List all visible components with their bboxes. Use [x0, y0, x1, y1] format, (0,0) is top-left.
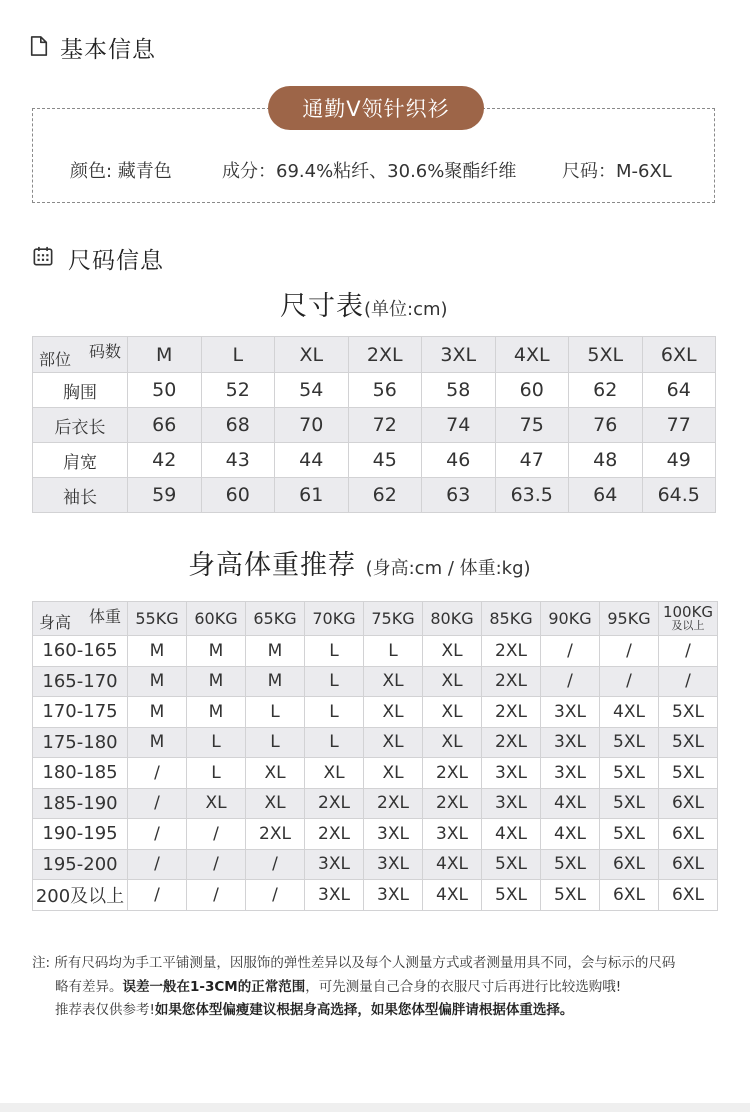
- size-info-title: 尺码信息: [68, 248, 164, 274]
- recommendation-cell: /: [541, 636, 600, 667]
- size-table-title: 尺寸表: [280, 291, 364, 322]
- color-text: 颜色: 藏青色: [70, 161, 172, 182]
- size-table-header-row: [33, 337, 716, 373]
- recommendation-cell: 4XL: [600, 697, 659, 728]
- height-row-label: 190-195: [33, 819, 128, 850]
- recommendation-cell: XL: [305, 758, 364, 789]
- size-column-header: 2XL: [348, 337, 422, 373]
- recommendation-cell: /: [187, 819, 246, 850]
- corner-label-size: 码数: [88, 342, 121, 361]
- recommendation-cell: L: [187, 758, 246, 789]
- recommendation-cell: 2XL: [305, 819, 364, 850]
- material-text: 成分：69.4%粘纤、30.6%聚酯纤维: [222, 161, 517, 182]
- size-cell: 59: [128, 478, 202, 513]
- size-cell: 60: [495, 373, 569, 408]
- size-row-label: 后衣长: [33, 408, 128, 443]
- recommendation-cell: 3XL: [305, 849, 364, 880]
- recommendation-cell: 2XL: [246, 819, 305, 850]
- recommendation-cell: 6XL: [600, 849, 659, 880]
- size-column-header: M: [128, 337, 202, 373]
- size-cell: 62: [569, 373, 643, 408]
- recommendation-cell: 5XL: [541, 849, 600, 880]
- size-column-header: 5XL: [569, 337, 643, 373]
- size-cell: 75: [495, 408, 569, 443]
- recommendation-cell: M: [128, 727, 187, 758]
- recommendation-cell: /: [187, 849, 246, 880]
- note-line-1: 注: 所有尺码均为手工平铺测量，因服饰的弹性差异以及每个人测量方式或者测量用具不同，会与标示的尺码: [32, 955, 676, 971]
- recommendation-cell: 4XL: [423, 849, 482, 880]
- recommendation-row: [33, 666, 718, 697]
- weight-column-header: 90KG: [541, 602, 600, 636]
- weight-column-header-last: [659, 602, 718, 636]
- recommendation-cell: 5XL: [482, 880, 541, 911]
- recommendation-cell: 2XL: [482, 666, 541, 697]
- size-cell: 74: [422, 408, 496, 443]
- recommendation-cell: /: [187, 880, 246, 911]
- size-cell: 64: [569, 478, 643, 513]
- recommendation-cell: /: [128, 880, 187, 911]
- size-cell: 70: [275, 408, 349, 443]
- recommendation-cell: /: [659, 636, 718, 667]
- size-cell: 50: [128, 373, 202, 408]
- recommendation-title: 身高体重推荐: [188, 550, 356, 581]
- recommendation-cell: M: [187, 636, 246, 667]
- size-cell: 62: [348, 478, 422, 513]
- recommendation-cell: XL: [423, 697, 482, 728]
- recommendation-cell: /: [541, 666, 600, 697]
- size-cell: 49: [642, 443, 716, 478]
- recommendation-cell: /: [246, 880, 305, 911]
- note-line-3-normal: 推荐表仅供参考!: [55, 1002, 155, 1018]
- recommendation-cell: M: [128, 636, 187, 667]
- recommendation-cell: L: [364, 636, 423, 667]
- size-cell: 72: [348, 408, 422, 443]
- recommendation-row: [33, 819, 718, 850]
- recommendation-cell: 5XL: [541, 880, 600, 911]
- recommendation-cell: 4XL: [541, 819, 600, 850]
- size-cell: 76: [569, 408, 643, 443]
- size-row-label: 肩宽: [33, 443, 128, 478]
- note-line-2: [55, 975, 621, 995]
- recommendation-row: [33, 636, 718, 667]
- recommendation-cell: 5XL: [659, 758, 718, 789]
- size-cell: 45: [348, 443, 422, 478]
- size-cell: 64.5: [642, 478, 716, 513]
- recommendation-row: [33, 727, 718, 758]
- recommendation-cell: L: [246, 727, 305, 758]
- height-row-label: 165-170: [33, 666, 128, 697]
- size-table: [32, 336, 716, 513]
- size-table-row: [33, 373, 716, 408]
- basic-info-title: 基本信息: [60, 37, 156, 63]
- weight-column-stack: [659, 602, 717, 632]
- recommendation-corner: [33, 602, 128, 636]
- note-line-3: [55, 998, 573, 1018]
- size-column-header: L: [201, 337, 275, 373]
- weight-column-header: 80KG: [423, 602, 482, 636]
- note-line-3-bold: 如果您体型偏瘦建议根据身高选择，如果您体型偏胖请根据体重选择。: [154, 1002, 574, 1018]
- size-range-text: 尺码：M-6XL: [562, 161, 672, 182]
- size-cell: 60: [201, 478, 275, 513]
- recommendation-header-row: [33, 602, 718, 636]
- recommendation-cell: XL: [364, 727, 423, 758]
- recommendation-unit: (身高:cm / 体重:kg): [365, 558, 531, 579]
- size-cell: 48: [569, 443, 643, 478]
- recommendation-cell: XL: [423, 727, 482, 758]
- size-cell: 56: [348, 373, 422, 408]
- size-cell: 61: [275, 478, 349, 513]
- recommendation-cell: /: [128, 849, 187, 880]
- document-icon: [29, 36, 49, 56]
- size-row-label: 袖长: [33, 478, 128, 513]
- recommendation-cell: L: [305, 697, 364, 728]
- note-line-2-bold: 误差一般在1-3CM的正常范围: [122, 979, 306, 995]
- recommendation-cell: /: [600, 636, 659, 667]
- weight-column-header: 85KG: [482, 602, 541, 636]
- size-cell: 43: [201, 443, 275, 478]
- recommendation-cell: 2XL: [482, 697, 541, 728]
- recommendation-cell: 6XL: [659, 819, 718, 850]
- recommendation-cell: 5XL: [600, 727, 659, 758]
- recommendation-cell: 3XL: [541, 697, 600, 728]
- recommendation-cell: 3XL: [482, 788, 541, 819]
- size-table-corner: [33, 337, 128, 373]
- recommendation-cell: XL: [423, 666, 482, 697]
- corner-label-weight: 体重: [88, 607, 121, 626]
- recommendation-cell: 3XL: [541, 758, 600, 789]
- height-row-label: 200及以上: [33, 880, 128, 911]
- recommendation-cell: 4XL: [541, 788, 600, 819]
- recommendation-cell: 5XL: [659, 697, 718, 728]
- recommendation-row: [33, 788, 718, 819]
- recommendation-cell: 3XL: [482, 758, 541, 789]
- size-table-row: [33, 443, 716, 478]
- footer-bar: [0, 1103, 750, 1112]
- size-cell: 63: [422, 478, 496, 513]
- recommendation-cell: 2XL: [482, 636, 541, 667]
- recommendation-cell: M: [187, 697, 246, 728]
- corner-label-part: 部位: [39, 350, 72, 369]
- weight-column-bottom: 及以上: [671, 618, 705, 632]
- recommendation-cell: XL: [364, 666, 423, 697]
- recommendation-cell: 6XL: [600, 880, 659, 911]
- weight-column-header: 75KG: [364, 602, 423, 636]
- weight-column-header: 65KG: [246, 602, 305, 636]
- recommendation-heading: [188, 543, 531, 582]
- recommendation-cell: 3XL: [364, 880, 423, 911]
- size-table-row: [33, 478, 716, 513]
- recommendation-cell: 6XL: [659, 880, 718, 911]
- size-cell: 47: [495, 443, 569, 478]
- recommendation-row: [33, 880, 718, 911]
- weight-column-header: 95KG: [600, 602, 659, 636]
- recommendation-cell: L: [187, 727, 246, 758]
- recommendation-cell: M: [246, 636, 305, 667]
- recommendation-cell: M: [128, 697, 187, 728]
- size-row-label: 胸围: [33, 373, 128, 408]
- recommendation-cell: XL: [364, 697, 423, 728]
- size-cell: 46: [422, 443, 496, 478]
- recommendation-cell: L: [305, 727, 364, 758]
- recommendation-row: [33, 758, 718, 789]
- recommendation-cell: 2XL: [364, 788, 423, 819]
- recommendation-cell: 3XL: [364, 819, 423, 850]
- recommendation-cell: XL: [246, 788, 305, 819]
- corner-label-height: 身高: [39, 613, 72, 632]
- size-cell: 66: [128, 408, 202, 443]
- recommendation-cell: M: [246, 666, 305, 697]
- size-column-header: 3XL: [422, 337, 496, 373]
- size-cell: 63.5: [495, 478, 569, 513]
- size-cell: 42: [128, 443, 202, 478]
- height-row-label: 180-185: [33, 758, 128, 789]
- weight-column-header: 70KG: [305, 602, 364, 636]
- recommendation-cell: M: [187, 666, 246, 697]
- size-table-row: [33, 408, 716, 443]
- recommendation-cell: 3XL: [423, 819, 482, 850]
- recommendation-cell: /: [246, 849, 305, 880]
- size-table-heading: [280, 284, 448, 323]
- weight-column-header: 55KG: [128, 602, 187, 636]
- recommendation-cell: 6XL: [659, 788, 718, 819]
- height-row-label: 170-175: [33, 697, 128, 728]
- recommendation-cell: 3XL: [541, 727, 600, 758]
- size-cell: 58: [422, 373, 496, 408]
- recommendation-cell: 5XL: [659, 727, 718, 758]
- height-row-label: 160-165: [33, 636, 128, 667]
- recommendation-cell: 3XL: [305, 880, 364, 911]
- size-column-header: 6XL: [642, 337, 716, 373]
- recommendation-cell: M: [128, 666, 187, 697]
- recommendation-cell: 5XL: [600, 788, 659, 819]
- recommendation-cell: 5XL: [482, 849, 541, 880]
- size-column-header: 4XL: [495, 337, 569, 373]
- recommendation-cell: 4XL: [482, 819, 541, 850]
- recommendation-cell: 5XL: [600, 758, 659, 789]
- recommendation-cell: 3XL: [364, 849, 423, 880]
- recommendation-cell: XL: [187, 788, 246, 819]
- recommendation-cell: 6XL: [659, 849, 718, 880]
- size-column-header: XL: [275, 337, 349, 373]
- recommendation-cell: /: [659, 666, 718, 697]
- recommendation-cell: /: [600, 666, 659, 697]
- recommendation-cell: /: [128, 758, 187, 789]
- weight-column-header: 60KG: [187, 602, 246, 636]
- weight-column-top: 100KG: [662, 602, 714, 621]
- recommendation-cell: 2XL: [423, 788, 482, 819]
- recommendation-cell: /: [128, 788, 187, 819]
- recommendation-cell: /: [128, 819, 187, 850]
- recommendation-cell: 5XL: [600, 819, 659, 850]
- product-name-badge: 通勤V领针织衫: [268, 86, 484, 130]
- recommendation-cell: L: [246, 697, 305, 728]
- recommendation-cell: L: [305, 636, 364, 667]
- size-cell: 44: [275, 443, 349, 478]
- recommendation-cell: 2XL: [305, 788, 364, 819]
- size-cell: 68: [201, 408, 275, 443]
- recommendation-cell: XL: [246, 758, 305, 789]
- recommendation-cell: XL: [423, 636, 482, 667]
- recommendation-cell: L: [305, 666, 364, 697]
- recommendation-row: [33, 697, 718, 728]
- recommendation-cell: 2XL: [482, 727, 541, 758]
- recommendation-row: [33, 849, 718, 880]
- size-cell: 52: [201, 373, 275, 408]
- height-row-label: 185-190: [33, 788, 128, 819]
- height-row-label: 175-180: [33, 727, 128, 758]
- recommendation-cell: XL: [364, 758, 423, 789]
- size-table-unit: (单位:cm): [364, 299, 448, 320]
- height-row-label: 195-200: [33, 849, 128, 880]
- recommendation-cell: 4XL: [423, 880, 482, 911]
- calendar-icon: [33, 246, 53, 266]
- size-cell: 64: [642, 373, 716, 408]
- recommendation-table: [32, 601, 718, 911]
- note-line-2-tail: ，可先测量自己合身的衣服尺寸后再进行比较选购哦!: [305, 979, 622, 995]
- recommendation-cell: 2XL: [423, 758, 482, 789]
- note-line-2-normal: 略有差异。: [55, 979, 123, 995]
- size-cell: 77: [642, 408, 716, 443]
- size-cell: 54: [275, 373, 349, 408]
